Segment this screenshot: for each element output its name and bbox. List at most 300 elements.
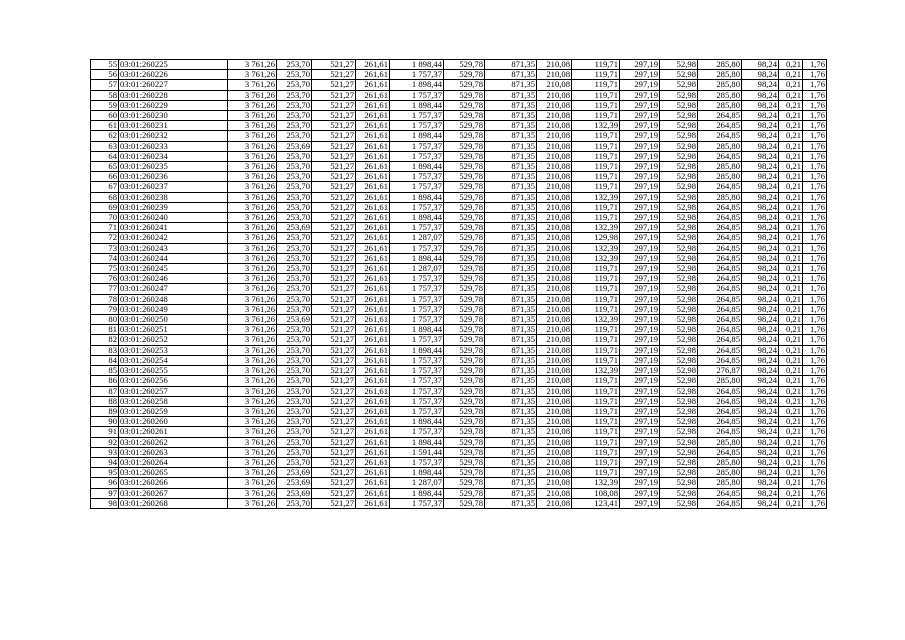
value-cell: 1,76 [803,121,827,131]
value-cell: 3 761,26 [228,335,277,345]
value-cell: 3 761,26 [228,386,277,396]
table-row [91,274,827,284]
value-cell: 3 761,26 [228,111,277,121]
value-cell: 0,21 [779,253,803,263]
value-cell: 0,21 [779,213,803,223]
value-cell: 52,98 [660,498,698,508]
value-cell: 210,08 [537,396,572,406]
value-cell: 264,85 [698,233,742,243]
value-cell: 0,21 [779,100,803,110]
value-cell: 210,08 [537,325,572,335]
row-id-cell: 03:01:260247 [119,284,228,294]
value-cell: 52,98 [660,151,698,161]
value-cell: 871,35 [485,243,537,253]
table-row [91,345,827,355]
value-cell: 119,71 [572,304,620,314]
value-cell: 52,98 [660,141,698,151]
value-cell: 210,08 [537,417,572,427]
value-cell: 253,70 [277,264,312,274]
value-cell: 261,61 [356,427,390,437]
value-cell: 261,61 [356,468,390,478]
value-cell: 210,08 [537,223,572,233]
value-cell: 52,98 [660,80,698,90]
row-number-cell: 85 [91,366,119,376]
value-cell: 98,24 [742,325,779,335]
value-cell: 871,35 [485,437,537,447]
value-cell: 529,78 [444,427,485,437]
value-cell: 521,27 [312,304,356,314]
value-cell: 98,24 [742,294,779,304]
value-cell: 1,76 [803,70,827,80]
row-id-cell: 03:01:260226 [119,70,228,80]
value-cell: 119,71 [572,60,620,70]
value-cell: 529,78 [444,253,485,263]
value-cell: 3 761,26 [228,315,277,325]
value-cell: 871,35 [485,182,537,192]
value-cell: 871,35 [485,100,537,110]
value-cell: 264,85 [698,325,742,335]
value-cell: 871,35 [485,417,537,427]
value-cell: 3 761,26 [228,274,277,284]
value-cell: 871,35 [485,355,537,365]
value-cell: 297,19 [620,233,660,243]
value-cell: 1 287,07 [390,233,444,243]
value-cell: 871,35 [485,223,537,233]
value-cell: 264,85 [698,223,742,233]
value-cell: 1 757,37 [390,151,444,161]
row-number-cell: 80 [91,315,119,325]
value-cell: 210,08 [537,498,572,508]
value-cell: 0,21 [779,396,803,406]
table-row [91,192,827,202]
value-cell: 98,24 [742,141,779,151]
value-cell: 261,61 [356,90,390,100]
value-cell: 3 761,26 [228,376,277,386]
table-row [91,335,827,345]
value-cell: 297,19 [620,202,660,212]
value-cell: 297,19 [620,478,660,488]
row-number-cell: 90 [91,417,119,427]
value-cell: 3 761,26 [228,131,277,141]
value-cell: 521,27 [312,274,356,284]
value-cell: 529,78 [444,386,485,396]
value-cell: 0,21 [779,192,803,202]
row-number-cell: 84 [91,355,119,365]
value-cell: 119,71 [572,386,620,396]
value-cell: 0,21 [779,151,803,161]
value-cell: 98,24 [742,90,779,100]
value-cell: 210,08 [537,60,572,70]
value-cell: 98,24 [742,488,779,498]
value-cell: 871,35 [485,447,537,457]
value-cell: 52,98 [660,366,698,376]
value-cell: 297,19 [620,121,660,131]
row-id-cell: 03:01:260259 [119,406,228,416]
value-cell: 529,78 [444,141,485,151]
value-cell: 529,78 [444,345,485,355]
value-cell: 253,70 [277,284,312,294]
value-cell: 3 761,26 [228,182,277,192]
value-cell: 1 898,44 [390,60,444,70]
value-cell: 1,76 [803,264,827,274]
value-cell: 297,19 [620,294,660,304]
value-cell: 3 761,26 [228,284,277,294]
value-cell: 0,21 [779,172,803,182]
value-cell: 3 761,26 [228,100,277,110]
value-cell: 129,98 [572,233,620,243]
value-cell: 210,08 [537,366,572,376]
value-cell: 261,61 [356,345,390,355]
value-cell: 119,71 [572,162,620,172]
value-cell: 119,71 [572,396,620,406]
row-number-cell: 82 [91,335,119,345]
value-cell: 132,39 [572,366,620,376]
value-cell: 1 757,37 [390,304,444,314]
value-cell: 297,19 [620,223,660,233]
value-cell: 1,76 [803,100,827,110]
value-cell: 3 761,26 [228,325,277,335]
value-cell: 521,27 [312,90,356,100]
value-cell: 0,21 [779,80,803,90]
value-cell: 261,61 [356,172,390,182]
value-cell: 119,71 [572,111,620,121]
table-body [91,60,827,509]
value-cell: 264,85 [698,274,742,284]
value-cell: 285,80 [698,376,742,386]
value-cell: 52,98 [660,223,698,233]
value-cell: 529,78 [444,376,485,386]
row-id-cell: 03:01:260227 [119,80,228,90]
value-cell: 285,80 [698,437,742,447]
value-cell: 253,70 [277,70,312,80]
value-cell: 0,21 [779,90,803,100]
value-cell: 297,19 [620,131,660,141]
value-cell: 210,08 [537,172,572,182]
row-number-cell: 81 [91,325,119,335]
value-cell: 871,35 [485,202,537,212]
value-cell: 98,24 [742,192,779,202]
value-cell: 98,24 [742,151,779,161]
value-cell: 0,21 [779,427,803,437]
value-cell: 210,08 [537,182,572,192]
value-cell: 1 757,37 [390,172,444,182]
row-id-cell: 03:01:260234 [119,151,228,161]
table-row [91,457,827,467]
value-cell: 521,27 [312,121,356,131]
value-cell: 210,08 [537,345,572,355]
value-cell: 1 757,37 [390,274,444,284]
value-cell: 3 761,26 [228,141,277,151]
value-cell: 529,78 [444,192,485,202]
value-cell: 297,19 [620,274,660,284]
value-cell: 871,35 [485,304,537,314]
value-cell: 3 761,26 [228,304,277,314]
value-cell: 529,78 [444,223,485,233]
row-number-cell: 70 [91,213,119,223]
value-cell: 119,71 [572,427,620,437]
value-cell: 98,24 [742,284,779,294]
value-cell: 871,35 [485,335,537,345]
row-id-cell: 03:01:260231 [119,121,228,131]
value-cell: 3 761,26 [228,345,277,355]
value-cell: 529,78 [444,335,485,345]
value-cell: 119,71 [572,70,620,80]
value-cell: 253,70 [277,437,312,447]
row-number-cell: 92 [91,437,119,447]
value-cell: 297,19 [620,447,660,457]
value-cell: 132,39 [572,243,620,253]
row-id-cell: 03:01:260236 [119,172,228,182]
value-cell: 0,21 [779,233,803,243]
value-cell: 52,98 [660,274,698,284]
value-cell: 1,76 [803,141,827,151]
value-cell: 871,35 [485,141,537,151]
value-cell: 1 757,37 [390,90,444,100]
value-cell: 253,69 [277,315,312,325]
row-number-cell: 96 [91,478,119,488]
value-cell: 1,76 [803,223,827,233]
value-cell: 297,19 [620,111,660,121]
value-cell: 1,76 [803,284,827,294]
value-cell: 52,98 [660,172,698,182]
value-cell: 1,76 [803,274,827,284]
value-cell: 261,61 [356,182,390,192]
value-cell: 261,61 [356,376,390,386]
value-cell: 210,08 [537,253,572,263]
row-id-cell: 03:01:260254 [119,355,228,365]
value-cell: 210,08 [537,192,572,202]
value-cell: 264,85 [698,213,742,223]
value-cell: 3 761,26 [228,121,277,131]
table-row [91,131,827,141]
value-cell: 3 761,26 [228,417,277,427]
row-number-cell: 58 [91,90,119,100]
row-id-cell: 03:01:260242 [119,233,228,243]
value-cell: 1,76 [803,468,827,478]
value-cell: 3 761,26 [228,355,277,365]
value-cell: 210,08 [537,233,572,243]
value-cell: 52,98 [660,478,698,488]
value-cell: 285,80 [698,478,742,488]
value-cell: 521,27 [312,468,356,478]
table-row [91,264,827,274]
value-cell: 210,08 [537,315,572,325]
value-cell: 1,76 [803,447,827,457]
value-cell: 119,71 [572,417,620,427]
value-cell: 253,69 [277,488,312,498]
table-row [91,376,827,386]
table-row [91,223,827,233]
value-cell: 871,35 [485,111,537,121]
value-cell: 98,24 [742,366,779,376]
row-number-cell: 91 [91,427,119,437]
value-cell: 871,35 [485,213,537,223]
value-cell: 261,61 [356,202,390,212]
value-cell: 0,21 [779,447,803,457]
value-cell: 119,71 [572,141,620,151]
value-cell: 1 591,44 [390,447,444,457]
value-cell: 98,24 [742,100,779,110]
row-number-cell: 78 [91,294,119,304]
row-number-cell: 65 [91,162,119,172]
value-cell: 52,98 [660,100,698,110]
value-cell: 253,70 [277,417,312,427]
value-cell: 285,80 [698,141,742,151]
value-cell: 119,71 [572,151,620,161]
value-cell: 0,21 [779,264,803,274]
value-cell: 1,76 [803,202,827,212]
value-cell: 529,78 [444,182,485,192]
value-cell: 297,19 [620,457,660,467]
value-cell: 521,27 [312,457,356,467]
value-cell: 1 757,37 [390,223,444,233]
value-cell: 529,78 [444,213,485,223]
value-cell: 253,70 [277,396,312,406]
table-row [91,498,827,508]
value-cell: 1 757,37 [390,376,444,386]
row-id-cell: 03:01:260257 [119,386,228,396]
value-cell: 98,24 [742,243,779,253]
value-cell: 52,98 [660,315,698,325]
row-id-cell: 03:01:260235 [119,162,228,172]
value-cell: 119,71 [572,355,620,365]
table-row [91,284,827,294]
value-cell: 871,35 [485,151,537,161]
table-row [91,213,827,223]
row-id-cell: 03:01:260262 [119,437,228,447]
value-cell: 529,78 [444,396,485,406]
value-cell: 52,98 [660,376,698,386]
value-cell: 1 757,37 [390,202,444,212]
value-cell: 264,85 [698,304,742,314]
row-id-cell: 03:01:260265 [119,468,228,478]
row-number-cell: 79 [91,304,119,314]
value-cell: 297,19 [620,162,660,172]
value-cell: 261,61 [356,162,390,172]
value-cell: 0,21 [779,131,803,141]
row-number-cell: 83 [91,345,119,355]
row-number-cell: 66 [91,172,119,182]
row-id-cell: 03:01:260250 [119,315,228,325]
value-cell: 871,35 [485,406,537,416]
value-cell: 529,78 [444,325,485,335]
table-row [91,121,827,131]
row-id-cell: 03:01:260248 [119,294,228,304]
value-cell: 871,35 [485,376,537,386]
value-cell: 210,08 [537,151,572,161]
value-cell: 253,70 [277,243,312,253]
table-row [91,253,827,263]
value-cell: 521,27 [312,100,356,110]
value-cell: 119,71 [572,437,620,447]
value-cell: 210,08 [537,274,572,284]
value-cell: 521,27 [312,294,356,304]
value-cell: 297,19 [620,60,660,70]
value-cell: 52,98 [660,253,698,263]
value-cell: 871,35 [485,315,537,325]
value-cell: 3 761,26 [228,264,277,274]
value-cell: 521,27 [312,213,356,223]
value-cell: 119,71 [572,406,620,416]
value-cell: 1 898,44 [390,213,444,223]
value-cell: 261,61 [356,233,390,243]
value-cell: 297,19 [620,141,660,151]
row-id-cell: 03:01:260260 [119,417,228,427]
value-cell: 52,98 [660,70,698,80]
value-cell: 264,85 [698,294,742,304]
value-cell: 98,24 [742,213,779,223]
value-cell: 521,27 [312,417,356,427]
value-cell: 1 757,37 [390,406,444,416]
value-cell: 521,27 [312,162,356,172]
value-cell: 119,71 [572,172,620,182]
value-cell: 253,70 [277,172,312,182]
value-cell: 261,61 [356,417,390,427]
value-cell: 1 757,37 [390,243,444,253]
value-cell: 98,24 [742,253,779,263]
value-cell: 98,24 [742,468,779,478]
value-cell: 0,21 [779,162,803,172]
value-cell: 52,98 [660,386,698,396]
table-row [91,396,827,406]
value-cell: 529,78 [444,111,485,121]
value-cell: 210,08 [537,386,572,396]
table-row [91,355,827,365]
value-cell: 1 898,44 [390,100,444,110]
value-cell: 529,78 [444,294,485,304]
value-cell: 3 761,26 [228,447,277,457]
table-row [91,111,827,121]
value-cell: 871,35 [485,274,537,284]
value-cell: 3 761,26 [228,80,277,90]
value-cell: 285,80 [698,162,742,172]
value-cell: 3 761,26 [228,233,277,243]
value-cell: 98,24 [742,386,779,396]
value-cell: 3 761,26 [228,90,277,100]
value-cell: 3 761,26 [228,172,277,182]
value-cell: 264,85 [698,355,742,365]
value-cell: 529,78 [444,447,485,457]
value-cell: 1,76 [803,182,827,192]
value-cell: 521,27 [312,427,356,437]
value-cell: 871,35 [485,264,537,274]
value-cell: 264,85 [698,386,742,396]
value-cell: 1,76 [803,294,827,304]
row-id-cell: 03:01:260238 [119,192,228,202]
value-cell: 871,35 [485,457,537,467]
value-cell: 132,39 [572,253,620,263]
value-cell: 261,61 [356,70,390,80]
value-cell: 119,71 [572,294,620,304]
value-cell: 1 757,37 [390,457,444,467]
value-cell: 123,41 [572,498,620,508]
row-id-cell: 03:01:260244 [119,253,228,263]
row-number-cell: 73 [91,243,119,253]
value-cell: 3 761,26 [228,294,277,304]
value-cell: 1,76 [803,315,827,325]
value-cell: 253,70 [277,376,312,386]
value-cell: 264,85 [698,417,742,427]
value-cell: 1 757,37 [390,121,444,131]
row-id-cell: 03:01:260246 [119,274,228,284]
value-cell: 132,39 [572,192,620,202]
value-cell: 1 898,44 [390,192,444,202]
row-number-cell: 55 [91,60,119,70]
value-cell: 521,27 [312,376,356,386]
value-cell: 210,08 [537,427,572,437]
value-cell: 119,71 [572,345,620,355]
value-cell: 1,76 [803,396,827,406]
